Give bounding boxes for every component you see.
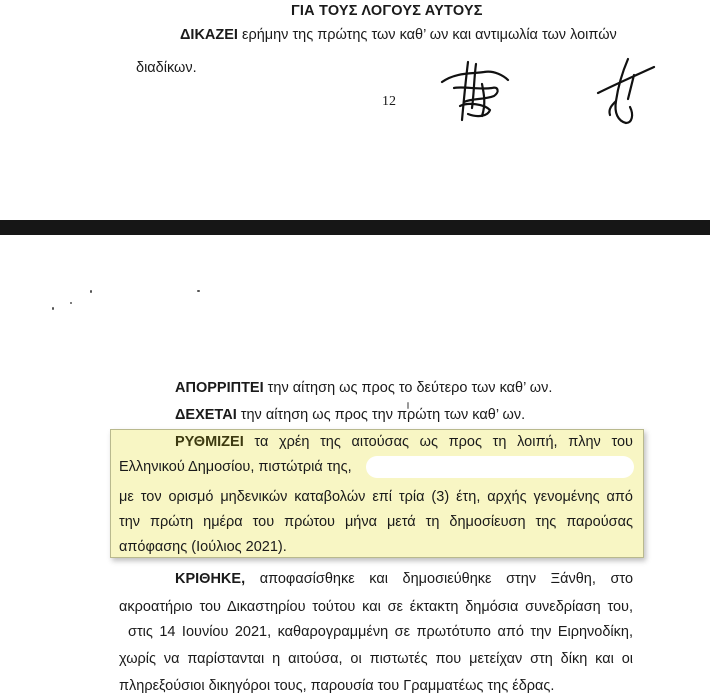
page-divider — [0, 220, 710, 235]
dechetai-text: την αίτηση ως προς την πρώτη των καθ’ ων. — [240, 407, 526, 423]
aporriptei-keyword: ΑΠΟΡΡΙΠΤΕΙ — [175, 380, 264, 396]
rythmizei-line-3: με τον ορισμό μηδενικών καταβολών επί τρία (3) έτη, αρχής γενομένης από — [119, 489, 633, 505]
dikazei-text: ερήμην της πρώτης των καθ’ ων και αντιμωλία των λοιπών — [241, 27, 617, 43]
krithike-text-1: αποφασίσθηκε και δημοσιεύθηκε στην Ξάνθη, στο — [259, 571, 634, 587]
dikazei-text-cont: διαδίκων. — [136, 60, 197, 76]
krithike-line-3: στις 14 Ιουνίου 2021, καθαρογραμμένη σε πρωτότυπο από την Ειρηνοδίκη, — [128, 624, 633, 640]
rythmizei-text-1: τα χρέη της αιτούσας ως προς τη λοιπή, πλην του — [254, 434, 633, 450]
krithike-line-2: ακροατήριο του Δικαστηρίου τούτου και σε έκτακτη δημόσια συνεδρίαση του, — [119, 599, 633, 615]
dikazei-keyword: ΔΙΚΑΖΕΙ — [180, 27, 238, 43]
scan-speck — [197, 290, 200, 292]
section-heading: ΓΙΑ ΤΟΥΣ ΛΟΓΟΥΣ ΑΥΤΟΥΣ — [291, 3, 483, 19]
secretary-signature — [588, 55, 664, 129]
rythmizei-line-4: την πρώτη ημέρα του πρώτου μήνα μετά τη δημοσίευση της παρούσας — [119, 514, 633, 530]
rythmizei-line-5: απόφασης (Ιούλιος 2021). — [119, 539, 287, 555]
aporriptei-text: την αίτηση ως προς το δεύτερο των καθ’ ων. — [267, 380, 553, 396]
krithike-line-4: χωρίς να παρίστανται η αιτούσα, οι πιστωτές που μετείχαν στη δίκη και οι — [119, 651, 633, 667]
rythmizei-keyword: ΡΥΘΜΙΖΕΙ — [175, 434, 244, 450]
krithike-keyword: ΚΡΙΘΗΚΕ, — [175, 571, 246, 587]
krithike-line-5: πληρεξούσιοι δικηγόροι τους, παρουσία του Γραμματέως της έδρας. — [119, 678, 555, 694]
dikazei-line — [180, 27, 617, 43]
judge-signature — [438, 58, 518, 128]
scan-speck — [70, 302, 72, 304]
aporriptei-line — [175, 380, 552, 396]
dechetai-line — [175, 407, 525, 423]
scan-speck — [52, 307, 54, 310]
page-number: 12 — [382, 94, 396, 109]
scan-speck — [90, 290, 92, 293]
redacted-region — [366, 456, 634, 478]
rythmizei-line-1 — [175, 434, 633, 450]
rythmizei-line-2: Ελληνικού Δημοσίου, πιστώτριά της, — [119, 459, 352, 475]
dechetai-keyword: ΔΕΧΕΤΑΙ — [175, 407, 237, 423]
krithike-line-1 — [175, 571, 633, 587]
